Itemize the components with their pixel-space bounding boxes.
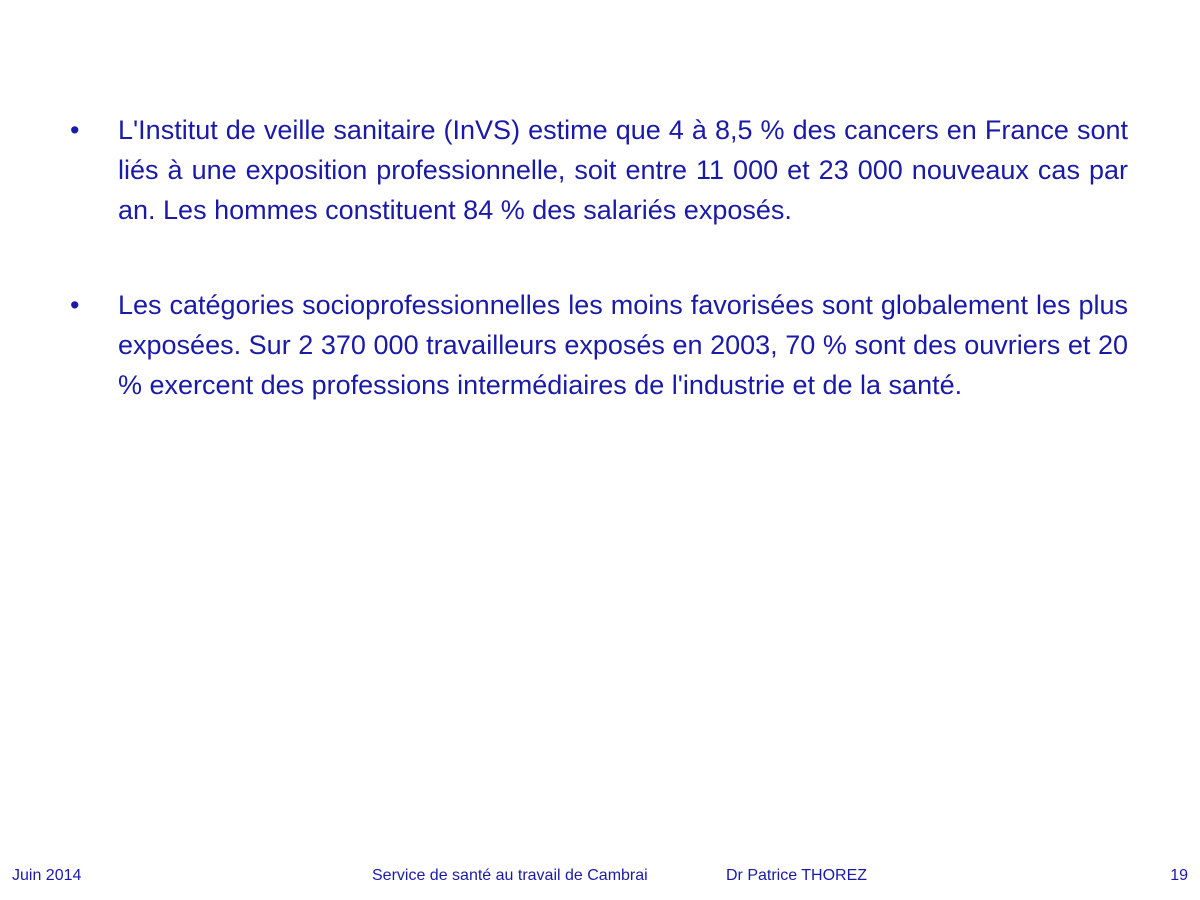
bullet-list: [68, 110, 1128, 460]
footer-author: Dr Patrice THOREZ: [726, 867, 868, 884]
bullet-text: L'Institut de veille sanitaire (InVS) estime que 4 à 8,5 % des cancers en France sont liés à une exposition professionnelle, soit entre 11 000 et 23 000 nouveaux cas par an. Les hommes constituent 84 % des salariés exposés.: [118, 115, 1128, 225]
footer-date: Juin 2014: [12, 867, 82, 884]
bullet-item: [68, 285, 1128, 405]
footer-service: Service de santé au travail de Cambrai: [372, 867, 648, 884]
page-number: 19: [1170, 867, 1188, 884]
slide-footer: [0, 865, 1200, 895]
bullet-dot-icon: •: [70, 290, 80, 320]
bullet-dot-icon: •: [70, 115, 80, 145]
bullet-item: [68, 110, 1128, 230]
bullet-text: Les catégories socioprofessionnelles les moins favorisées sont globalement les plus exposées. Sur 2 370 000 travailleurs exposés en 2003, 70 % sont des ouvriers et 20 % exercent des professions intermédiaires de l'industrie et de la santé.: [118, 290, 1128, 400]
